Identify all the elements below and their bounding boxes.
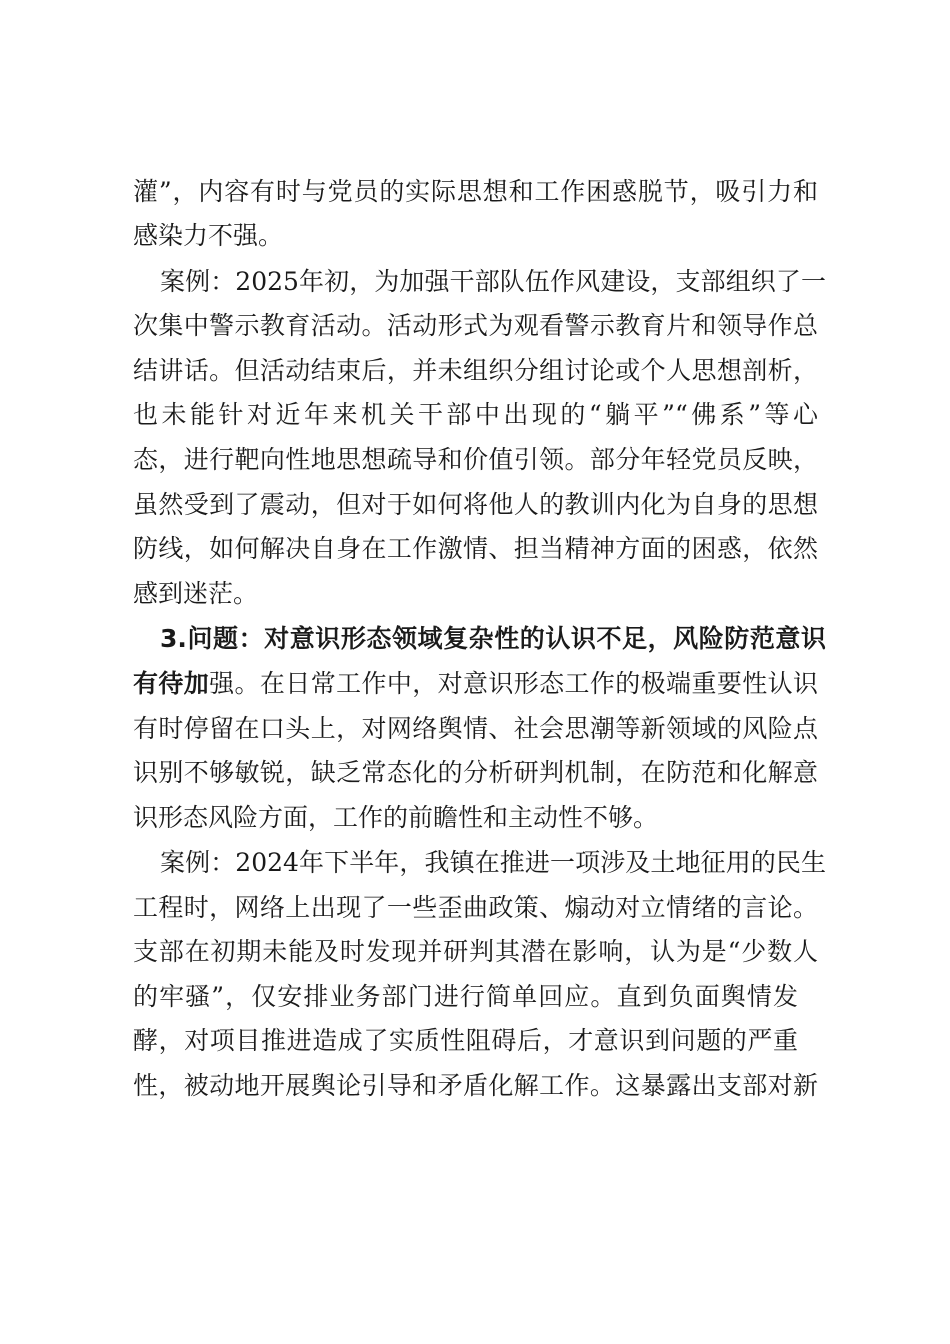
text-line: 支部在初期未能及时发现并研判其潜在影响，认为是“少数人 [133,937,818,966]
text-line: 识形态风险方面，工作的前瞻性和主动性不够。 [133,803,659,832]
text-line: 态，进行靶向性地思想疏导和价值引领。部分年轻党员反映， [133,445,818,474]
text-line: 的牢骚”，仅安排业务部门进行简单回应。直到负面舆情发 [133,982,798,1011]
text-line: 有时停留在口头上，对网络舆情、社会思潮等新领域的风险点 [133,714,818,743]
section-heading-bold-part: 有待加 [133,669,210,698]
text-line: 次集中警示教育活动。活动形式为观看警示教育片和领导作总 [133,311,818,340]
text-line: 工程时，网络上出现了一些歪曲政策、煽动对立情绪的言论。 [133,893,818,922]
text-line: 也未能针对近年来机关干部中出现的“躺平”“佛系”等心 [133,400,818,429]
section-heading-rest: 强。在日常工作中，对意识形态工作的极端重要性认识 [209,669,818,698]
text-line: 灌”，内容有时与党员的实际思想和工作困惑脱节，吸引力和 [133,177,818,206]
text-line: 案例：2024年下半年，我镇在推进一项涉及土地征用的民生 [160,848,826,877]
text-line: 性，被动地开展舆论引导和矛盾化解工作。这暴露出支部对新 [133,1071,818,1100]
text-line: 虽然受到了震动，但对于如何将他人的教训内化为自身的思想 [133,490,818,519]
text-line: 感到迷茫。 [133,579,259,608]
text-line: 防线，如何解决自身在工作激情、担当精神方面的困惑，依然 [133,534,818,563]
section-heading-continuation [133,664,818,704]
text-line: 酵，对项目推进造成了实质性阻碍后，才意识到问题的严重 [133,1026,798,1055]
text-line: 案例：2025年初，为加强干部队伍作风建设，支部组织了一 [160,267,826,296]
text-line: 识别不够敏锐，缺乏常态化的分析研判机制，在防范和化解意 [133,758,818,787]
text-line: 结讲话。但活动结束后，并未组织分组讨论或个人思想剖析， [133,356,818,385]
text-line: 感染力不强。 [133,221,284,250]
section-heading: 3.问题：对意识形态领域复杂性的认识不足，风险防范意识 [160,624,826,653]
